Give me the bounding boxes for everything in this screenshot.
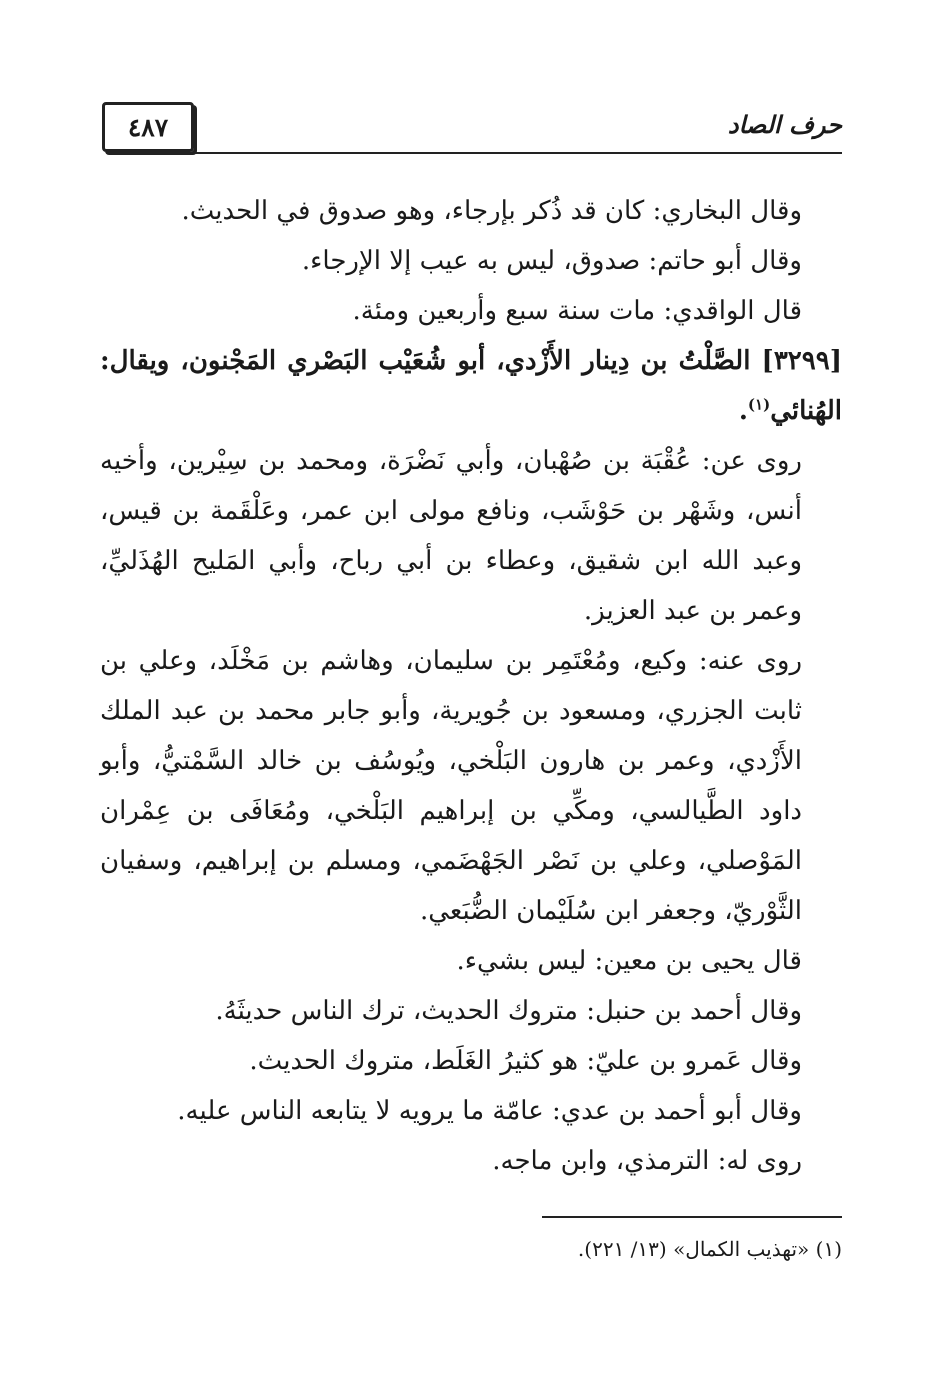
running-title: حرف الصاد — [727, 110, 842, 139]
paragraph-narrated-by: روى عنه: وكيع، ومُعْتَمِر بن سليمان، وهاشم بن مَخْلَد، وعلي بن ثابت الجزري، ومسعود بن جُويرية، وأبو جابر محمد بن عبد الملك الأَزْدي، وعمر بن هارون البَلْخي، ويُوسُف بن خالد السَّمْتيُّ، وأبو داود الطَّيالسي، ومكِّي بن إبراهيم البَلْخي، ومُعَافَى بن عِمْران المَوْصلي، وعلي بن نَصْر الجَهْضَمي، ومسلم بن إبراهيم، وسفيان الثَّوْريّ، وجعفر ابن سُلَيْمان الضُّبَعي. — [100, 646, 802, 926]
paragraph-ahmad: وقال أحمد بن حنبل: متروك الحديث، ترك الناس حديثَهُ. — [215, 996, 802, 1026]
footnote: (١) «تهذيب الكمال» (١٣/ ٢٢١). — [577, 1237, 842, 1261]
paragraph-ibn-adi: وقال أبو أحمد بن عدي: عامّة ما يرويه لا يتابعه الناس عليه. — [177, 1096, 802, 1126]
entry-end: . — [738, 396, 748, 426]
paragraph-bukhari: وقال البخاري: كان قد ذُكر بإرجاء، وهو صدوق في الحديث. — [181, 196, 802, 226]
entry-heading — [100, 336, 842, 436]
paragraph-ibn-main: قال يحيى بن معين: ليس بشيء. — [456, 946, 802, 976]
paragraph-amr: وقال عَمرو بن عليّ: هو كثيرُ الغَلَط، متروك الحديث. — [249, 1046, 802, 1076]
page-header — [100, 100, 842, 156]
paragraph-abu-hatim: وقال أبو حاتم: صدوق، ليس به عيب إلا الإرجاء. — [301, 246, 802, 276]
paragraph-narrated-for: روى له: الترمذي، وابن ماجه. — [492, 1146, 802, 1176]
paragraph-narrated-from: روى عن: عُقْبَة بن صُهْبان، وأبي نَضْرَة، ومحمد بن سِيْرين، وأخيه أنس، وشَهْر بن حَوْشَب، ونافع مولى ابن عمر، وعَلْقَمة بن قيس، وعبد الله ابن شقيق، وعطاء بن أبي رباح، وأبي المَليح الهُذَليِّ، وعمر بن عبد العزيز. — [100, 446, 802, 626]
footnote-rule — [542, 1216, 842, 1218]
page-number: ٤٨٧ — [127, 112, 169, 142]
page-number-box — [102, 102, 194, 152]
footnote-mark: (١) — [747, 395, 771, 414]
entry-title: [٣٢٩٩] الصَّلْتُ بن دِينار الأَزْدي، أبو شُعَيْب البَصْري المَجْنون، ويقال: الهُنائي — [100, 346, 842, 426]
body-text — [100, 186, 842, 1186]
paragraph-waqidi: قال الواقدي: مات سنة سبع وأربعين ومئة. — [352, 296, 802, 326]
header-rule — [192, 152, 842, 154]
